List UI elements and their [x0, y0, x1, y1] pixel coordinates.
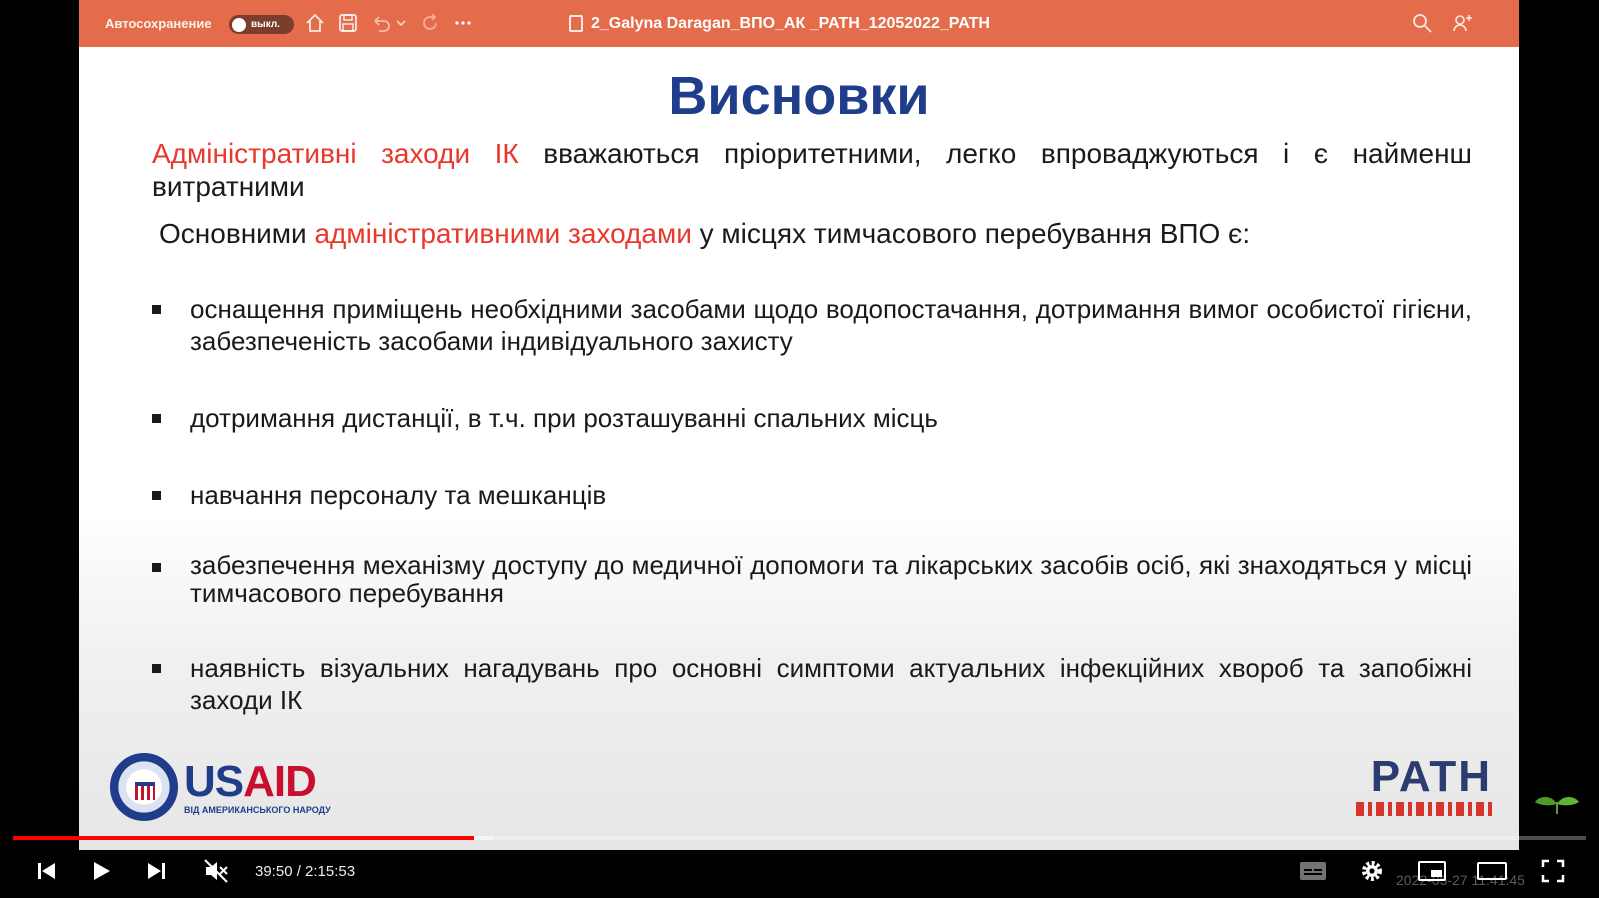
- mute-button[interactable]: [201, 856, 231, 886]
- settings-button[interactable]: [1357, 856, 1387, 886]
- gear-icon: [1359, 858, 1385, 884]
- share-icon[interactable]: [1452, 12, 1474, 34]
- autosave-label: Автосохранение: [105, 16, 212, 31]
- more-icon[interactable]: [452, 12, 474, 34]
- search-icon[interactable]: [1411, 12, 1433, 34]
- intro2-before: Основними: [159, 218, 315, 249]
- play-icon: [89, 859, 113, 883]
- bullet-text: дотримання дистанції, в т.ч. при розташуванні спальних місць: [190, 403, 938, 433]
- intro2-after: у місцях тимчасового перебування ВПО є:: [691, 218, 1251, 249]
- bullet-marker: [152, 414, 161, 423]
- toggle-knob: [232, 18, 246, 32]
- progress-played: [13, 836, 474, 840]
- intro1-rest: вважаються пріоритетними, легко впроваджуються і є найменш витратними: [152, 138, 1472, 202]
- usaid-logo: [110, 752, 331, 822]
- powerpoint-window: [79, 0, 1519, 850]
- document-icon: [569, 15, 583, 32]
- ppt-titlebar: [79, 0, 1519, 47]
- autosave-state: выкл.: [251, 19, 280, 30]
- recording-timestamp: 2022-05-27 11:41:45: [1396, 872, 1525, 888]
- usaid-tagline: ВІД АМЕРИКАНСЬКОГО НАРОДУ: [184, 804, 331, 815]
- time-display: 39:50 / 2:15:53: [255, 863, 356, 880]
- play-button[interactable]: [86, 856, 116, 886]
- bullet-marker: [152, 491, 161, 500]
- usaid-us: US: [184, 756, 244, 806]
- document-title-text: 2_Galyna Daragan_ВПО_АК _PATH_12052022_PATH: [591, 14, 990, 32]
- fullscreen-button[interactable]: [1538, 856, 1568, 886]
- bullet-text: навчання персоналу та мешканців: [190, 480, 607, 510]
- slide: [79, 47, 1519, 850]
- subtitles-button[interactable]: [1298, 856, 1328, 886]
- subtitles-icon: [1299, 860, 1327, 882]
- undo-icon[interactable]: [370, 12, 392, 34]
- intro-paragraph-1: [152, 137, 1472, 203]
- path-name: PATH: [1370, 752, 1492, 801]
- usaid-seal-icon: [110, 753, 178, 821]
- sprout-icon: [1533, 790, 1581, 814]
- path-pattern-icon: [1356, 802, 1492, 816]
- next-button[interactable]: [142, 856, 172, 886]
- usaid-aid: AID: [243, 756, 316, 806]
- autosave-toggle[interactable]: [229, 15, 294, 34]
- skip-previous-icon: [34, 859, 58, 883]
- previous-button[interactable]: [31, 856, 61, 886]
- bullet-marker: [152, 664, 161, 673]
- redo-icon[interactable]: [419, 12, 441, 34]
- save-icon[interactable]: [337, 12, 359, 34]
- progress-bar[interactable]: [13, 836, 1586, 840]
- fullscreen-icon: [1541, 859, 1565, 883]
- bullet-text: забезпечення механізму доступу до медичної допомоги та лікарських засобів осіб, які знаходяться у місці тимчасового перебування: [190, 550, 1472, 608]
- slide-title: Висновки: [668, 66, 930, 126]
- chevron-down-icon[interactable]: [395, 12, 417, 34]
- intro1-highlight: Адміністративні заходи ІК: [152, 138, 519, 169]
- usaid-wordmark: [184, 756, 331, 815]
- path-logo: [1356, 752, 1492, 816]
- bullet-marker: [152, 563, 161, 572]
- player-controls: [0, 846, 1599, 898]
- bullet-text: наявність візуальних нагадувань про основні симптоми актуальних інфекційних хвороб та запобіжні заходи ІК: [190, 653, 1472, 715]
- usaid-name: [184, 756, 331, 806]
- document-title: [569, 0, 990, 47]
- bullet-marker: [152, 305, 161, 314]
- skip-next-icon: [145, 859, 169, 883]
- volume-muted-icon: [203, 858, 229, 884]
- bullet-text: оснащення приміщень необхідними засобами щодо водопостачання, дотримання вимог особистої гігієни, забезпеченість засобами індивідуального захисту: [190, 294, 1472, 356]
- intro2-highlight: адміністративними заходами: [314, 218, 692, 249]
- intro-paragraph-2: [159, 217, 1479, 250]
- home-icon[interactable]: [304, 12, 326, 34]
